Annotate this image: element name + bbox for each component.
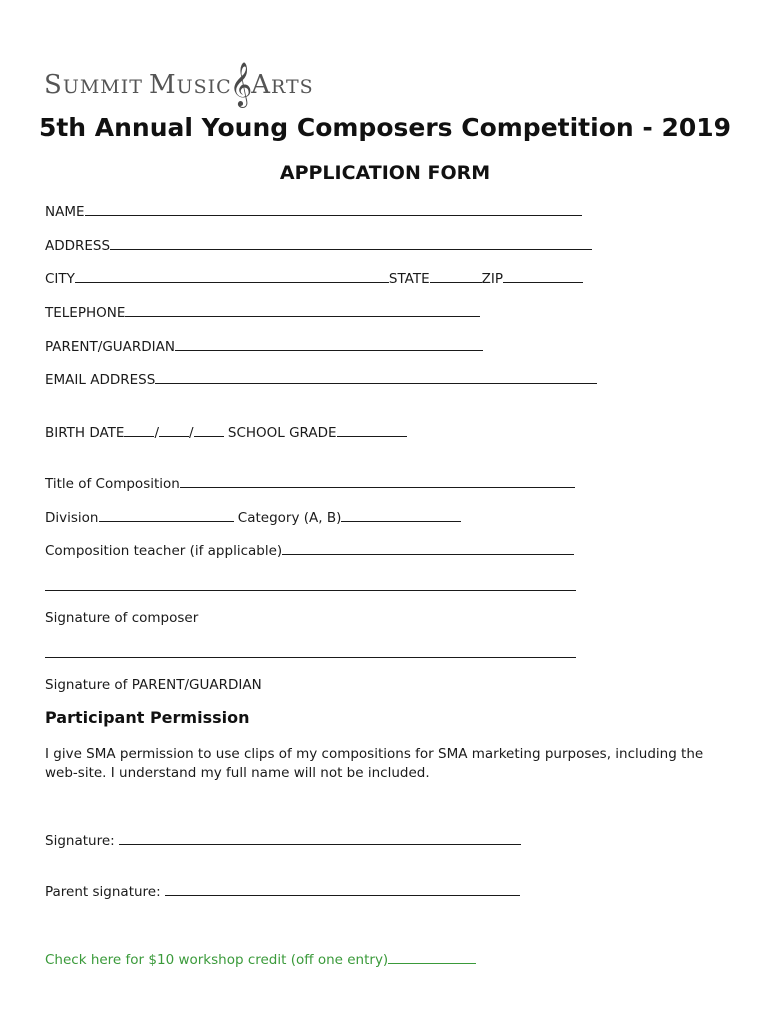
category-field[interactable] bbox=[341, 509, 461, 522]
parent-signature-label: Parent signature: bbox=[45, 884, 161, 900]
city-state-zip-row bbox=[45, 270, 583, 287]
address-label: ADDRESS bbox=[45, 238, 111, 254]
workshop-credit-checkbox[interactable] bbox=[388, 951, 476, 964]
name-field[interactable] bbox=[85, 203, 582, 216]
page-title: 5th Annual Young Composers Competition - 2019 bbox=[38, 113, 732, 142]
division-category-row bbox=[45, 509, 461, 526]
address-row bbox=[45, 237, 592, 254]
birth-day-field[interactable] bbox=[159, 424, 189, 437]
name-label: NAME bbox=[45, 204, 85, 220]
division-label: Division bbox=[45, 510, 99, 526]
school-grade-label: SCHOOL GRADE bbox=[227, 425, 337, 441]
city-label: CITY bbox=[45, 271, 75, 287]
composition-teacher-label: Composition teacher (if applicable) bbox=[45, 543, 283, 559]
email-field[interactable] bbox=[155, 371, 597, 384]
parent-signature-row bbox=[45, 883, 520, 900]
composition-teacher-row bbox=[45, 542, 574, 559]
birth-year-field[interactable] bbox=[194, 424, 224, 437]
birth-month-field[interactable] bbox=[124, 424, 154, 437]
telephone-label: TELEPHONE bbox=[45, 305, 126, 321]
state-label: STATE bbox=[388, 271, 430, 287]
permission-text: I give SMA permission to use clips of my compositions for SMA marketing purposes, including the web-site. I understand my full name will not be included. bbox=[45, 746, 704, 781]
summit-music-arts-logo: SUMMIT MUSIC𝄞ARTS bbox=[44, 62, 314, 106]
name-row bbox=[45, 203, 582, 220]
signature-label: Signature: bbox=[45, 833, 115, 849]
parent-guardian-signature-label: Signature of PARENT/GUARDIAN bbox=[45, 677, 262, 693]
email-row bbox=[45, 371, 597, 388]
parent-signature-line-field[interactable] bbox=[45, 657, 576, 658]
composition-title-label: Title of Composition bbox=[45, 476, 180, 492]
composition-teacher-field[interactable] bbox=[282, 542, 574, 555]
workshop-credit-label: Check here for $10 workshop credit (off one entry) bbox=[45, 952, 389, 968]
telephone-field[interactable] bbox=[125, 304, 480, 317]
parent-guardian-field[interactable] bbox=[175, 338, 483, 351]
workshop-credit-row bbox=[45, 951, 476, 968]
signature-row bbox=[45, 832, 521, 849]
composer-signature-field[interactable] bbox=[45, 590, 576, 591]
school-grade-field[interactable] bbox=[337, 424, 407, 437]
parent-guardian-label: PARENT/GUARDIAN bbox=[45, 339, 175, 355]
birth-grade-row: BIRTH DATE / / SCHOOL GRADE bbox=[45, 424, 407, 441]
form-subtitle: APPLICATION FORM bbox=[279, 162, 491, 184]
state-field[interactable] bbox=[430, 270, 482, 283]
participant-permission-heading: Participant Permission bbox=[45, 708, 250, 727]
division-field[interactable] bbox=[99, 509, 234, 522]
zip-field[interactable] bbox=[503, 270, 583, 283]
signature-field[interactable] bbox=[119, 832, 521, 845]
category-label: Category (A, B) bbox=[237, 510, 342, 526]
birth-date-label: BIRTH DATE bbox=[45, 425, 125, 441]
address-field[interactable] bbox=[110, 237, 592, 250]
email-label: EMAIL ADDRESS bbox=[45, 372, 156, 388]
composer-signature-label: Signature of composer bbox=[45, 610, 199, 626]
treble-clef-icon: 𝄞 bbox=[229, 62, 254, 106]
composition-title-row bbox=[45, 475, 575, 492]
telephone-row bbox=[45, 304, 480, 321]
city-field[interactable] bbox=[75, 270, 389, 283]
zip-label: ZIP bbox=[481, 271, 504, 287]
parent-guardian-row bbox=[45, 338, 483, 355]
parent-signature-field[interactable] bbox=[165, 883, 520, 896]
composition-title-field[interactable] bbox=[180, 475, 575, 488]
